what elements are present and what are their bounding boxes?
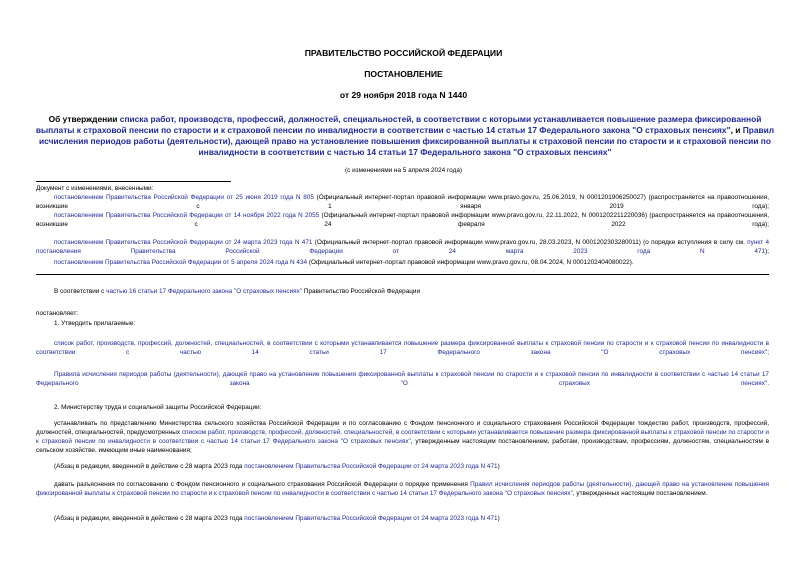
title-rules-link[interactable]: Правил исчисления периодов работы (деятельности), дающей право на установление повышения фиксированной выплаты к страховой пенсии по старости и к страховой пенсии по инвалидности в соответствии с частью 14 статьи 17 Федерального закона "О страховых пенсиях" bbox=[39, 125, 775, 157]
approved-rules-link[interactable]: Правила исчисления периодов работы (деятельности), дающей право на установление повышения фиксированной выплаты к страховой пенсии по старости и к страховой пенсии по инвалидности в соответствии с частью 14 статьи 17 Федерального закона "О страховых пенсиях" bbox=[36, 371, 769, 387]
preamble bbox=[36, 288, 769, 297]
explain-rules-link[interactable]: Правил исчисления периодов работы (деятельности), дающей право на установление повышения фиксированной выплаты к страховой пенсии по старости и к страховой пенсии по инвалидности в соответствии с частью 14 статьи 17 Федерального закона "О страховых пенсиях" bbox=[36, 481, 769, 497]
establish-text-b: , утвержденным настоящим постановлением, работам, производствам, профессиям, должностям, специальностям в сельском хозяйстве, имеющим иные наименования; bbox=[36, 437, 769, 454]
amendment-text: (Официальный интернет-портал правовой информации www.pravo.gov.ru, 28.03.2023, N 0001202303280011) (о порядке вступления в силу см. bbox=[312, 239, 748, 246]
amendment-item bbox=[36, 239, 769, 257]
amendment-text: (Официальный интернет-портал правовой информации www.pravo.gov.ru, 25.06.2019, N 0001201906250027) (распространяется на правоотношения, возникшие с 1 января 2019 года); bbox=[36, 194, 769, 210]
amendment-item bbox=[36, 212, 769, 230]
divider-top bbox=[36, 181, 231, 182]
revision-note: (с изменениями на 5 апреля 2024 года) bbox=[345, 167, 462, 174]
explain-text-a: давать разъяснения по согласованию с Фондом пенсионного и социального страхования Российской Федерации о порядке применения bbox=[54, 481, 471, 488]
decides-word: постановляет: bbox=[36, 310, 79, 317]
approved-list-paragraph bbox=[36, 340, 769, 358]
amendment-link[interactable]: постановлением Правительства Российской Федерации от 14 ноября 2022 года N 2055 bbox=[54, 212, 320, 219]
title-prefix: Об утверждении bbox=[48, 114, 120, 124]
preamble-suffix: Правительство Российской Федерации bbox=[302, 288, 421, 295]
amendment-text: (Официальный интернет-портал правовой информации www.pravo.gov.ru, 08.04.2024, N 0001202404080022). bbox=[307, 259, 634, 266]
item-2: 2. Министерству труда и социальной защиты Российской Федерации: bbox=[54, 404, 262, 411]
document-date-number: от 29 ноября 2018 года N 1440 bbox=[339, 90, 468, 100]
document-type-heading: ПОСТАНОВЛЕНИЕ bbox=[364, 69, 443, 79]
explain-paragraph bbox=[36, 481, 769, 499]
redaction-note-1 bbox=[36, 463, 769, 472]
item-1: 1. Утвердить прилагаемые: bbox=[54, 320, 136, 327]
amendment-text: (Официальный интернет-портал правовой информации www.pravo.gov.ru, 22.11.2022, N 0001202211220036) (распространяется на правоотношения, возникшие с 24 февраля 2022 года); bbox=[36, 212, 769, 228]
amendment-link[interactable]: постановлением Правительства Российской Федерации от 25 июня 2019 года N 805 bbox=[54, 194, 314, 201]
title-list-link[interactable]: списка работ, производств, профессий, должностей, специальностей, в соответствии с которыми устанавливается повышение размера фиксированной выплаты к страховой пенсии по старости и к страховой пенсии по инвалидности в соответствии с частью 14 статьи 17 Федерального закона "О страховых пенсиях" bbox=[35, 114, 762, 135]
explain-text-b: , утвержденных настоящим постановлением. bbox=[572, 489, 708, 497]
establish-text-a: устанавливать по представлению Министерства сельского хозяйства Российской Федерации и по согласованию с Фондом пенсионного и социального страхования Российской Федерации тождество работ, производств, профессий, должностей, специальностей, предусмотренных bbox=[36, 420, 769, 436]
approved-rules-paragraph bbox=[36, 371, 769, 389]
approved-list-link[interactable]: список работ, производств, профессий, должностей, специальностей, в соответствии с которыми устанавливается повышение размера фиксированной выплаты к страховой пенсии по старости и к страховой пенсии по инвалидности в соответствии с частью 14 статьи 17 Федерального закона "О страховых пенсиях" bbox=[36, 340, 769, 356]
document-title bbox=[34, 114, 776, 158]
title-middle: , и bbox=[730, 125, 743, 135]
redaction-note-2 bbox=[36, 515, 769, 524]
amendment-item bbox=[36, 194, 769, 212]
establish-list-link[interactable]: списком работ, производств, профессий, должностей, специальностей, в соответствии с которыми устанавливается повышение размера фиксированной выплаты к страховой пенсии по старости и к страховой пенсии по инвалидности в соответствии с частью 14 статьи 17 Федерального закона "О страховых пенсиях" bbox=[36, 428, 769, 445]
amendments-intro: Документ с изменениями, внесенными: bbox=[36, 185, 154, 192]
amendment-link[interactable]: постановлением Правительства Российской Федерации от 5 апреля 2024 года N 434 bbox=[54, 259, 308, 266]
preamble-prefix: В соответствии с bbox=[54, 288, 107, 295]
preamble-law-link[interactable]: частью 16 статьи 17 Федерального закона "О страховых пенсиях" bbox=[106, 288, 303, 295]
amendment-link-secondary[interactable]: пункт 4 постановления Правительства Российской Федерации от 24 марта 2023 года N 471 bbox=[36, 239, 769, 255]
redaction-link[interactable]: постановлением Правительства Российской Федерации от 24 марта 2023 года N 471 bbox=[244, 463, 498, 470]
redaction-suffix: ) bbox=[497, 463, 500, 470]
redaction-link[interactable]: постановлением Правительства Российской Федерации от 24 марта 2023 года N 471 bbox=[244, 515, 498, 522]
establish-paragraph bbox=[36, 420, 769, 456]
redaction-prefix: (Абзац в редакции, введенной в действие с 28 марта 2023 года bbox=[54, 463, 245, 470]
amendment-item bbox=[36, 259, 769, 268]
divider-bottom bbox=[36, 274, 769, 275]
government-heading: ПРАВИТЕЛЬСТВО РОССИЙСКОЙ ФЕДЕРАЦИИ bbox=[304, 48, 503, 58]
approved-list-end: ; bbox=[767, 348, 769, 356]
amendment-link[interactable]: постановлением Правительства Российской Федерации от 24 марта 2023 года N 471 bbox=[54, 239, 313, 246]
amendment-text-end: ); bbox=[765, 247, 769, 255]
redaction-suffix: ) bbox=[497, 515, 500, 522]
redaction-prefix: (Абзац в редакции, введенной в действие с 28 марта 2023 года bbox=[54, 515, 245, 522]
approved-rules-end: . bbox=[767, 379, 769, 387]
